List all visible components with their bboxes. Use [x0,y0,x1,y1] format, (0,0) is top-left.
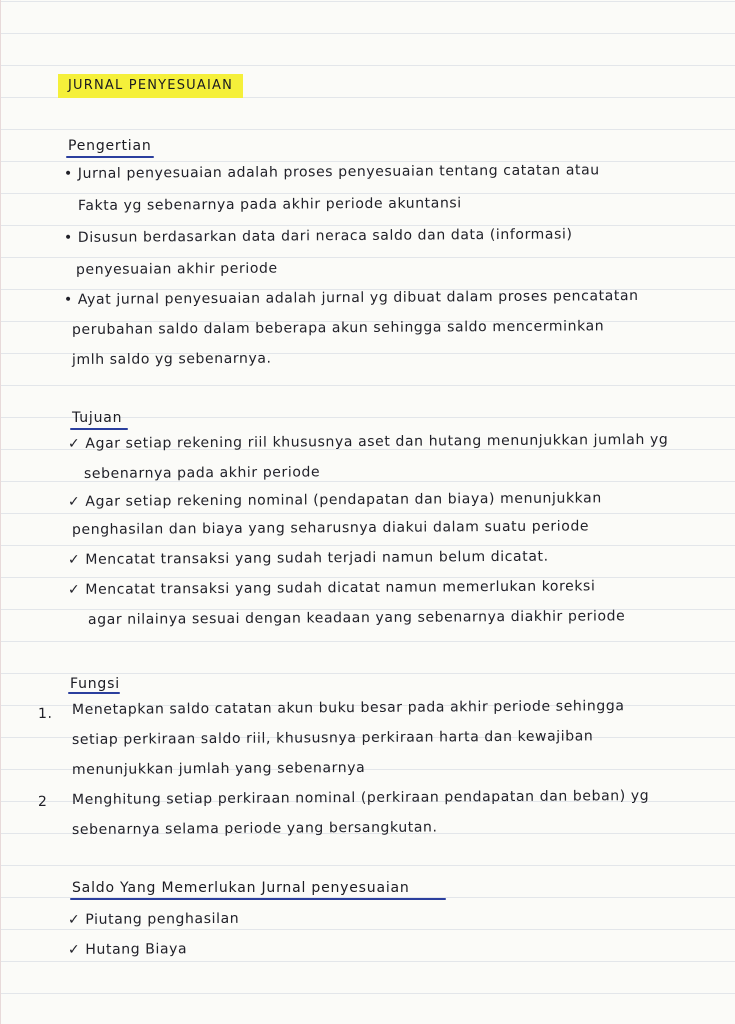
text-line: setiap perkiraan saldo riil, khususnya perkiraan harta dan kewajiban [71,728,594,748]
list-item: ✓ Piutang penghasilan [67,910,240,928]
text-line: ✓ Mencatat transaksi yang sudah terjadi namun belum dicatat. [67,548,549,568]
text-line: penghasilan dan biaya yang seharusnya diakui dalam suatu periode [71,518,590,538]
text-line: • Jurnal penyesuaian adalah proses penyesuaian tentang catatan atau [63,162,600,182]
text-line: Menetapkan saldo catatan akun buku besar pada akhir periode sehingga [71,698,625,718]
list-item: ✓ Hutang Biaya [67,941,188,958]
text-line: perubahan saldo dalam beberapa akun sehingga saldo mencerminkan [71,318,605,338]
text-line: Fakta yg sebenarnya pada akhir periode akuntansi [77,195,462,214]
text-line: jmlh saldo yg sebenarnya. [71,350,272,368]
section-heading-pengertian: Pengertian [68,138,152,154]
text-line: agar nilainya sesuai dengan keadaan yang sebenarnya diakhir periode [87,608,626,628]
text-line: sebenarnya pada akhir periode [83,464,321,482]
section-heading-tujuan: Tujuan [72,410,123,426]
text-line: • Disusun berdasarkan data dari neraca saldo dan data (informasi) [63,226,573,246]
text-line: Menghitung setiap perkiraan nominal (perkiraan pendapatan dan beban) yg [71,787,650,808]
text-line: • Ayat jurnal penyesuaian adalah jurnal yg dibuat dalam proses pencatatan [63,287,639,308]
list-number: 1. [37,705,53,722]
heading-underline [66,156,154,158]
text-line: menunjukkan jumlah yang sebenarnya [71,759,366,778]
list-number: 2 [37,793,48,810]
page-title: JURNAL PENYESUAIAN [58,74,243,98]
heading-underline [70,898,446,900]
section-heading-saldo: Saldo Yang Memerlukan Jurnal penyesuaian [72,880,410,896]
heading-underline [70,428,128,430]
paper-margin-line [0,0,1,1024]
text-line: ✓ Agar setiap rekening riil khususnya aset dan hutang menunjukkan jumlah yg [67,431,669,452]
text-line: penyesuaian akhir periode [75,260,278,278]
text-line: ✓ Mencatat transaksi yang sudah dicatat namun memerlukan koreksi [67,578,596,598]
section-heading-fungsi: Fungsi [70,676,120,692]
text-line: ✓ Agar setiap rekening nominal (pendapatan dan biaya) menunjukkan [67,490,602,510]
heading-underline [68,692,120,694]
text-line: sebenarnya selama periode yang bersangkutan. [71,819,438,838]
